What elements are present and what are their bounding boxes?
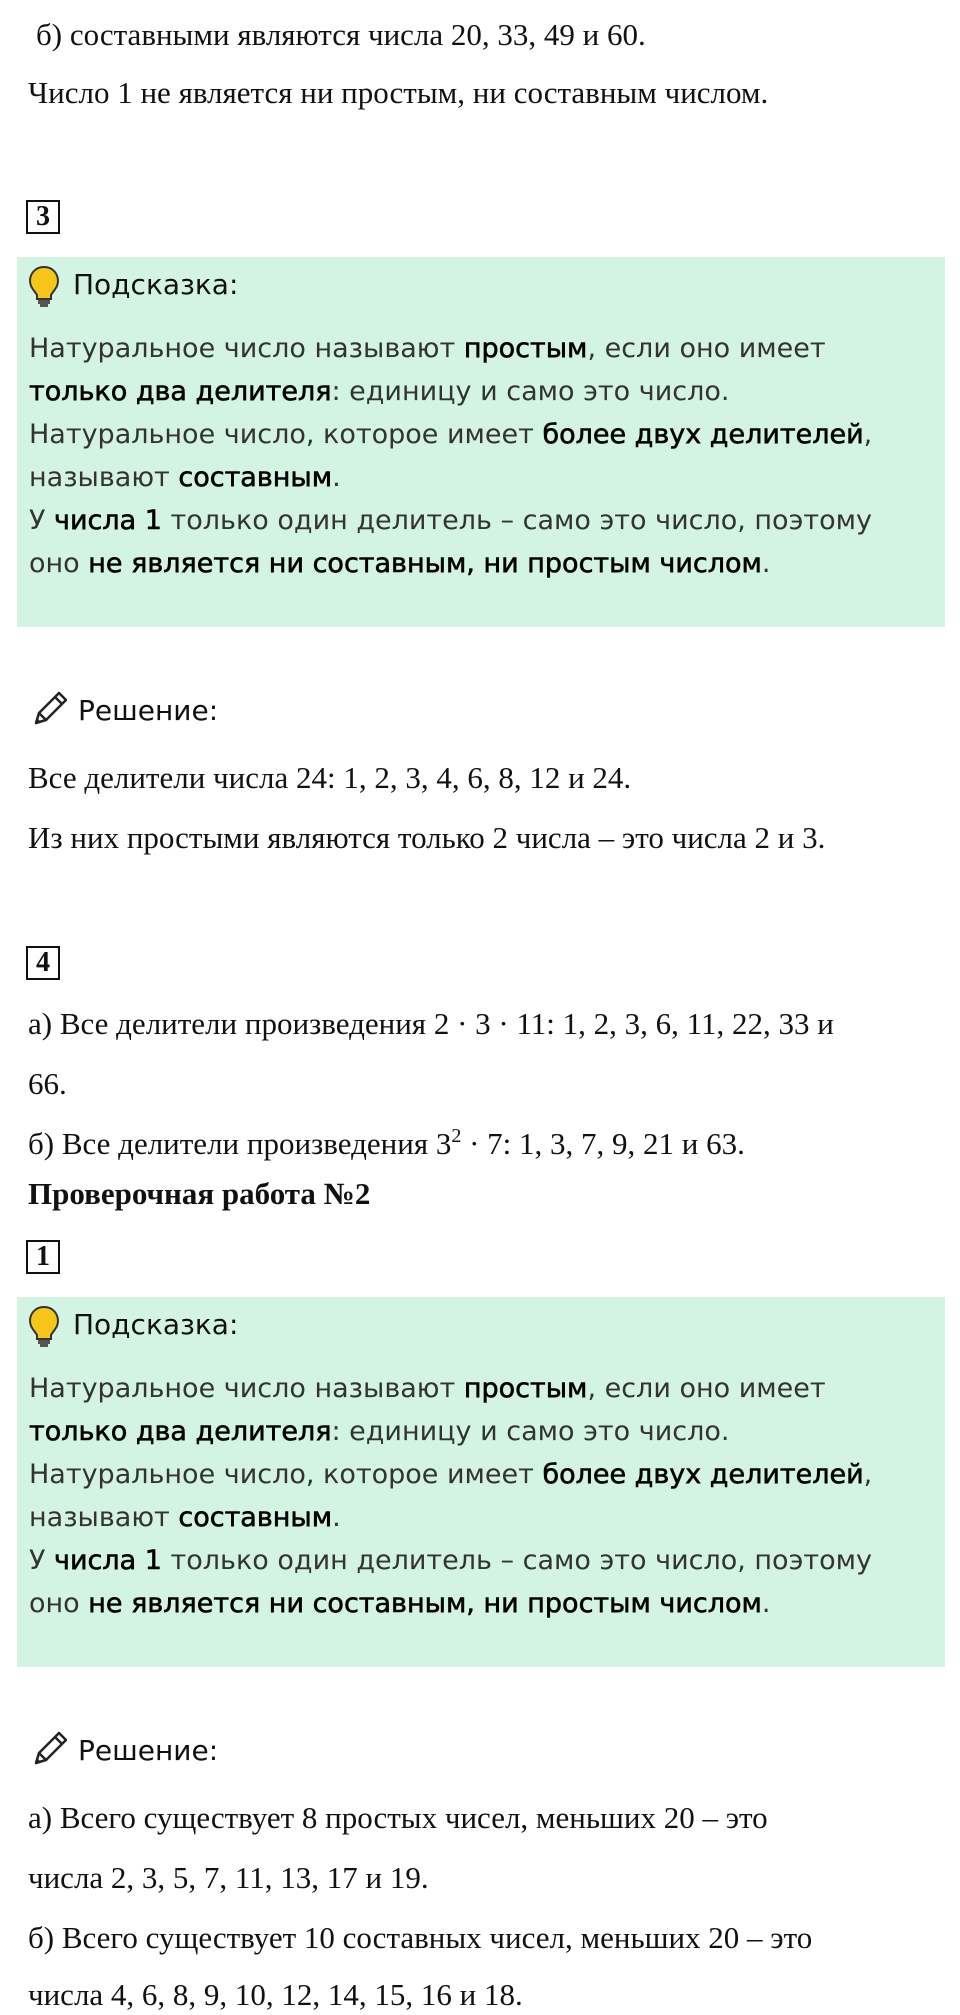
text-line: а) Все делители произведения 2 · 3 · 11: 1, 2, 3, 6, 11, 22, 33 и [28, 1006, 834, 1041]
task-number-box: 1 [26, 1240, 60, 1274]
task-number-box: 3 [26, 200, 60, 234]
text-line: 66. [28, 1066, 67, 1101]
pencil-icon [30, 1729, 70, 1769]
pencil-icon [30, 689, 70, 729]
lightbulb-icon [27, 1305, 61, 1349]
text-line: Все делители числа 24: 1, 2, 3, 4, 6, 8, 12 и 24. [28, 760, 632, 795]
hint-box [17, 1297, 945, 1667]
text-line: Число 1 не является ни простым, ни составным числом. [28, 75, 769, 110]
section-title: Проверочная работа №2 [28, 1176, 371, 1211]
text-line: а) Всего существует 8 простых чисел, меньших 20 – это [28, 1800, 768, 1835]
hint-title: Подсказка: [73, 268, 239, 301]
text-line: б) составными являются числа 20, 33, 49 и 60. [36, 17, 646, 52]
hint-title: Подсказка: [73, 1308, 239, 1341]
lightbulb-icon [27, 265, 61, 309]
hint-text: Натуральное число называют простым, если оно имеет только два делителя: единицу и само это число. Натуральное число, которое имеет более двух делителей, называют составным. У числа 1 только один делитель – само это число, поэтому оно не является ни составным, ни простым числом. [29, 1373, 873, 1619]
task-number-box: 4 [26, 946, 60, 980]
text-line: Из них простыми являются только 2 числа – это числа 2 и 3. [28, 820, 826, 855]
text-line: числа 4, 6, 8, 9, 10, 12, 14, 15, 16 и 18. [28, 1977, 523, 2012]
hint-box [17, 257, 945, 627]
text-line: б) Всего существует 10 составных чисел, меньших 20 – это [28, 1920, 813, 1955]
text-line: числа 2, 3, 5, 7, 11, 13, 17 и 19. [28, 1860, 429, 1895]
text-line: б) Все делители произведения $3^2 \cdot 7$: 1, 3, 7, 9, 21 и 63. [28, 1125, 745, 1161]
hint-text: Натуральное число называют простым, если оно имеет только два делителя: единицу и само это число. Натуральное число, которое имеет более двух делителей, называют составным. У числа 1 только один делитель – само это число, поэтому оно не является ни составным, ни простым числом. [29, 333, 873, 579]
